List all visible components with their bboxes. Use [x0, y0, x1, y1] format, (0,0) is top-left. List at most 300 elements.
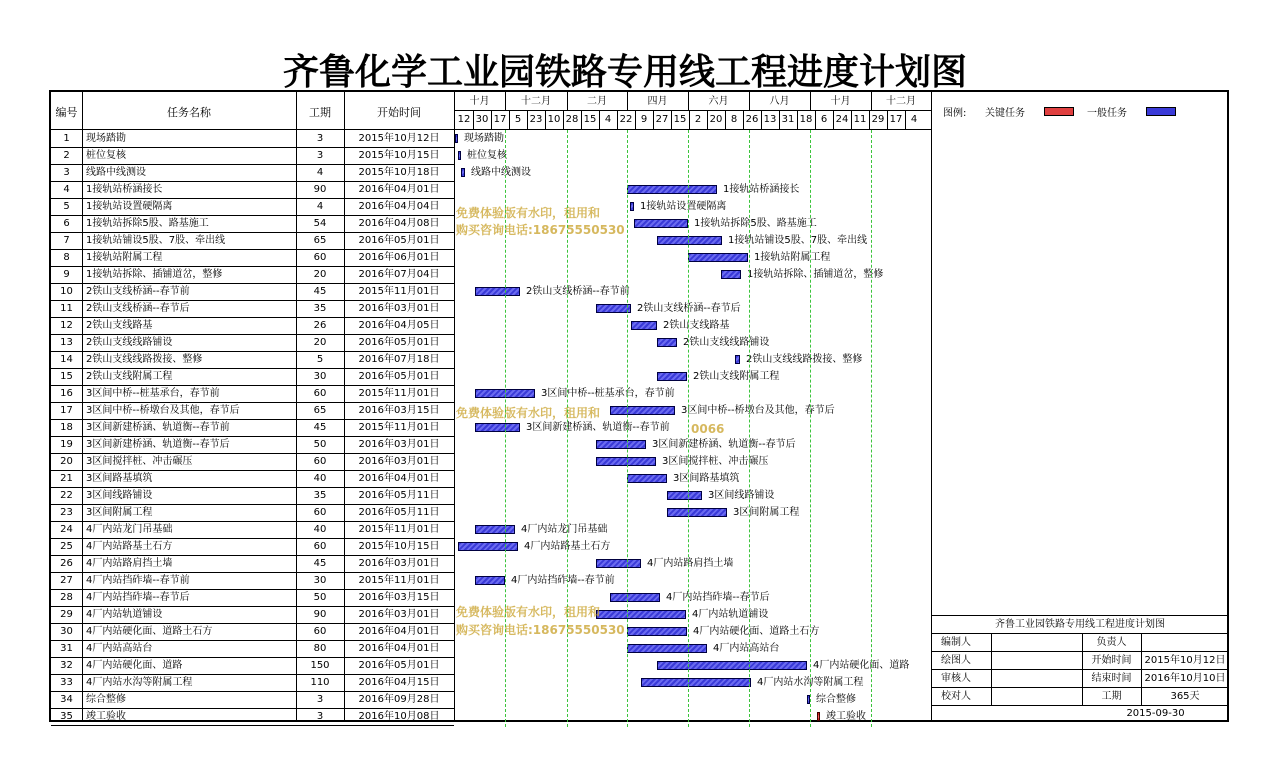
- gantt-bar: [667, 508, 727, 517]
- legend-normal-label: 一般任务: [1087, 108, 1127, 119]
- gantt-bar: [458, 542, 518, 551]
- task-duration: 45: [313, 558, 327, 569]
- legend-critical-swatch: [1044, 107, 1074, 116]
- header-start: 开始时间: [377, 106, 421, 119]
- gantt-bar: [610, 406, 675, 415]
- task-duration: 60: [313, 456, 327, 467]
- task-start: 2016年03月01日: [358, 303, 440, 314]
- task-name: 4厂内站挡砟墙--春节后: [86, 592, 190, 603]
- timeline-month: 六月: [708, 96, 729, 107]
- task-no: 6: [63, 218, 70, 229]
- title-block-title: 齐鲁工业园铁路专用线工程进度计划图: [995, 619, 1165, 630]
- compiler-label: 编制人: [941, 637, 971, 648]
- task-duration: 40: [313, 524, 327, 535]
- task-no: 21: [60, 473, 73, 484]
- task-name: 线路中线测设: [86, 167, 146, 178]
- task-start: 2016年03月01日: [358, 456, 440, 467]
- day-divider: [581, 110, 582, 129]
- gridline: [871, 130, 872, 727]
- timeline-month: 十月: [830, 96, 851, 107]
- task-no: 23: [60, 507, 73, 518]
- timeline-day: 15: [583, 114, 597, 125]
- month-divider: [749, 92, 750, 110]
- timeline-month: 二月: [587, 96, 607, 107]
- task-no: 20: [60, 456, 73, 467]
- gantt-bar-label: 3区间搅拌桩、冲击碾压: [662, 456, 769, 467]
- task-duration: 65: [313, 405, 327, 416]
- task-start: 2016年05月11日: [358, 507, 440, 518]
- gantt-bar: [817, 712, 820, 721]
- month-divider: [627, 92, 628, 110]
- gantt-bar: [475, 525, 515, 534]
- gantt-bar-label: 3区间线路铺设: [708, 490, 775, 501]
- day-divider: [509, 110, 510, 129]
- page-title: 齐鲁化学工业园铁路专用线工程进度计划图: [282, 51, 967, 93]
- task-start: 2016年04月04日: [358, 201, 440, 212]
- gantt-frame: [49, 90, 1229, 722]
- gantt-bar: [596, 304, 631, 313]
- gantt-bar-label: 2铁山支线线路拨接、整修: [746, 354, 863, 365]
- task-start: 2016年05月01日: [358, 235, 440, 246]
- task-no: 28: [60, 592, 73, 603]
- task-duration: 60: [313, 541, 327, 552]
- task-name: 桩位复核: [86, 150, 126, 161]
- legend-title: 图例:: [943, 108, 967, 119]
- task-duration: 3: [316, 150, 324, 161]
- gantt-bar-label: 综合整修: [816, 694, 856, 705]
- gantt-bar: [475, 287, 520, 296]
- day-divider: [545, 110, 546, 129]
- timeline-day: 2: [694, 114, 702, 125]
- task-start: 2016年05月11日: [358, 490, 440, 501]
- gantt-bar-label: 3区间新建桥涵、轨道衡--春节前: [526, 422, 670, 433]
- gridline: [627, 130, 628, 727]
- task-no: 4: [63, 184, 70, 195]
- watermark-line: 0066: [691, 422, 725, 436]
- task-start: 2016年10月08日: [358, 711, 440, 722]
- start-value: 2015年10月12日: [1144, 655, 1226, 666]
- gantt-bar-label: 4厂内站路肩挡土墙: [647, 558, 734, 569]
- watermark-line: 免费体验版有水印，租用和: [456, 206, 601, 220]
- gantt-bar-label: 3区间路基填筑: [673, 473, 740, 484]
- task-duration: 4: [316, 167, 324, 178]
- task-no: 27: [60, 575, 73, 586]
- task-name: 竣工验收: [86, 711, 126, 722]
- task-no: 3: [63, 167, 70, 178]
- task-duration: 30: [313, 371, 327, 382]
- task-name: 1接轨站拆除、插铺道岔，整修: [86, 269, 223, 280]
- task-name: 4厂内站高站台: [86, 643, 153, 654]
- task-start: 2015年11月01日: [358, 422, 440, 433]
- gantt-bar: [627, 644, 707, 653]
- timeline-day: 23: [529, 114, 543, 125]
- day-divider: [653, 110, 654, 129]
- plan-date: 2015-09-30: [1126, 708, 1185, 719]
- task-name: 2铁山支线桥涵--春节前: [86, 286, 190, 297]
- task-duration: 80: [313, 643, 327, 654]
- gantt-bar-label: 4厂内站轨道铺设: [692, 609, 769, 620]
- checker-label: 校对人: [941, 691, 971, 702]
- task-duration: 60: [313, 388, 327, 399]
- end-value: 2016年10月10日: [1144, 673, 1226, 684]
- day-divider: [689, 110, 690, 129]
- day-divider: [833, 110, 834, 129]
- gridline: [688, 130, 689, 727]
- gantt-bar: [455, 134, 458, 143]
- task-start: 2016年04月05日: [358, 320, 440, 331]
- gantt-bar: [475, 423, 520, 432]
- task-name: 2铁山支线线路拨接、整修: [86, 354, 203, 365]
- gantt-bar: [627, 474, 667, 483]
- task-name: 现场踏勘: [86, 133, 126, 144]
- gantt-bar: [721, 270, 741, 279]
- gridline: [749, 130, 750, 727]
- task-duration: 150: [310, 660, 330, 671]
- gantt-bar-label: 2铁山支线路基: [663, 320, 730, 331]
- timeline-day: 15: [673, 114, 687, 125]
- task-start: 2016年03月01日: [358, 609, 440, 620]
- gantt-bar-label: 4厂内站硬化面、道路土石方: [693, 626, 820, 637]
- task-no: 16: [60, 388, 73, 399]
- month-divider: [810, 92, 811, 110]
- task-no: 13: [60, 337, 73, 348]
- task-start: 2016年03月01日: [358, 439, 440, 450]
- header-name: 任务名称: [167, 106, 211, 119]
- timeline-month: 八月: [769, 96, 790, 107]
- task-no: 26: [60, 558, 73, 569]
- duration-label: 工期: [1101, 691, 1122, 702]
- timeline-day: 8: [730, 114, 738, 125]
- task-start: 2015年10月12日: [358, 133, 440, 144]
- month-divider: [688, 92, 689, 110]
- timeline-day: 29: [871, 114, 885, 125]
- gantt-bar: [627, 185, 717, 194]
- task-duration: 3: [316, 711, 324, 722]
- task-duration: 20: [313, 337, 327, 348]
- timeline-day: 5: [514, 114, 522, 125]
- task-name: 3区间新建桥涵、轨道衡--春节前: [86, 422, 230, 433]
- task-duration: 65: [313, 235, 327, 246]
- month-divider: [567, 92, 568, 110]
- task-no: 30: [60, 626, 73, 637]
- task-name: 4厂内站水沟等附属工程: [86, 677, 193, 688]
- day-divider: [491, 110, 492, 129]
- gantt-bar-label: 3区间中桥--桩基承台，春节前: [541, 388, 675, 399]
- task-start: 2015年10月15日: [358, 150, 440, 161]
- task-name: 1接轨站设置硬隔离: [86, 201, 173, 212]
- day-divider: [599, 110, 600, 129]
- task-name: 2铁山支线线路铺设: [86, 337, 173, 348]
- gantt-bar: [475, 576, 505, 585]
- drafter-label: 绘图人: [941, 655, 971, 666]
- timeline-day: 9: [640, 114, 648, 125]
- task-start: 2016年07月18日: [358, 354, 440, 365]
- day-divider: [617, 110, 618, 129]
- timeline-month: 十二月: [521, 96, 551, 107]
- timeline-day: 13: [763, 114, 777, 125]
- gantt-bar-label: 现场踏勘: [464, 133, 504, 144]
- gantt-bar-label: 1接轨站拆除、插铺道岔，整修: [747, 269, 884, 280]
- column-divider: [931, 92, 932, 720]
- column-divider: [82, 92, 83, 720]
- task-no: 8: [63, 252, 70, 263]
- gridline: [505, 130, 506, 727]
- day-divider: [527, 110, 528, 129]
- gantt-bar: [596, 440, 646, 449]
- gantt-bar-label: 4厂内站硬化面、道路: [813, 660, 910, 671]
- timeline-day: 12: [457, 114, 471, 125]
- task-duration: 110: [310, 677, 330, 688]
- day-divider: [707, 110, 708, 129]
- task-no: 15: [60, 371, 73, 382]
- gantt-bar: [610, 593, 660, 602]
- day-divider: [779, 110, 780, 129]
- task-no: 14: [60, 354, 73, 365]
- gantt-bar-label: 1接轨站拆除5股、路基施工: [694, 218, 817, 229]
- task-duration: 90: [313, 609, 327, 620]
- task-name: 3区间路基填筑: [86, 473, 153, 484]
- task-no: 24: [60, 524, 73, 535]
- task-name: 4厂内站挡砟墙--春节前: [86, 575, 190, 586]
- task-no: 22: [60, 490, 73, 501]
- day-divider: [473, 110, 474, 129]
- task-no: 17: [60, 405, 73, 416]
- task-duration: 45: [313, 422, 327, 433]
- task-start: 2015年11月01日: [358, 524, 440, 535]
- task-duration: 30: [313, 575, 327, 586]
- task-no: 9: [63, 269, 70, 280]
- timeline-day: 11: [853, 114, 867, 125]
- task-start: 2015年11月01日: [358, 286, 440, 297]
- timeline-month: 四月: [647, 96, 668, 107]
- task-duration: 54: [313, 218, 327, 229]
- gantt-bar-label: 线路中线测设: [471, 167, 531, 178]
- task-no: 32: [60, 660, 73, 671]
- gantt-bar: [461, 168, 465, 177]
- task-name: 4厂内站轨道铺设: [86, 609, 163, 620]
- task-no: 31: [60, 643, 73, 654]
- day-divider: [725, 110, 726, 129]
- task-start: 2016年04月01日: [358, 643, 440, 654]
- timeline-day: 31: [781, 114, 795, 125]
- task-duration: 50: [313, 439, 327, 450]
- owner-label: 负责人: [1096, 637, 1127, 648]
- task-start: 2016年05月01日: [358, 337, 440, 348]
- gantt-bar-label: 4厂内站挡砟墙--春节前: [511, 575, 615, 586]
- task-name: 1接轨站拆除5股、路基施工: [86, 218, 209, 229]
- task-name: 3区间中桥--桥墩台及其他，春节后: [86, 405, 240, 416]
- timeline-day: 4: [910, 114, 918, 125]
- task-start: 2016年05月01日: [358, 371, 440, 382]
- task-name: 3区间搅拌桩、冲击碾压: [86, 456, 193, 467]
- gantt-bar-label: 4厂内站高站台: [713, 643, 780, 654]
- header-divider: [51, 129, 931, 130]
- gantt-bar: [596, 610, 686, 619]
- reviewer-label: 审核人: [941, 673, 971, 684]
- task-duration: 35: [313, 303, 327, 314]
- gantt-bar: [630, 202, 634, 211]
- task-name: 综合整修: [86, 694, 126, 705]
- row-divider: [51, 725, 454, 726]
- task-start: 2016年03月15日: [358, 405, 440, 416]
- task-start: 2016年05月01日: [358, 660, 440, 671]
- gantt-bar-label: 桩位复核: [467, 150, 507, 161]
- task-no: 25: [60, 541, 73, 552]
- day-divider: [671, 110, 672, 129]
- day-divider: [851, 110, 852, 129]
- task-no: 2: [63, 150, 70, 161]
- gridline: [810, 130, 811, 727]
- gantt-bar-label: 2铁山支线桥涵--春节前: [526, 286, 630, 297]
- timeline-day: 22: [619, 114, 633, 125]
- task-start: 2015年10月18日: [358, 167, 440, 178]
- day-divider: [887, 110, 888, 129]
- column-divider: [454, 92, 455, 720]
- gantt-bar: [627, 627, 687, 636]
- task-no: 10: [60, 286, 73, 297]
- task-name: 3区间新建桥涵、轨道衡--春节后: [86, 439, 230, 450]
- watermark-line: 免费体验版有水印，租用和: [456, 406, 601, 420]
- task-no: 18: [60, 422, 73, 433]
- timeline-day: 26: [745, 114, 759, 125]
- task-no: 11: [60, 303, 73, 314]
- day-divider: [635, 110, 636, 129]
- gantt-bar: [735, 355, 740, 364]
- end-label: 结束时间: [1091, 673, 1132, 684]
- header-no: 编号: [55, 106, 78, 119]
- task-duration: 60: [313, 626, 327, 637]
- task-no: 33: [60, 677, 73, 688]
- gantt-bar: [634, 219, 688, 228]
- task-no: 35: [60, 711, 73, 722]
- task-no: 12: [60, 320, 73, 331]
- month-divider: [871, 92, 872, 110]
- task-start: 2015年11月01日: [358, 575, 440, 586]
- task-duration: 60: [313, 507, 327, 518]
- task-start: 2016年04月15日: [358, 677, 440, 688]
- day-divider: [869, 110, 870, 129]
- task-no: 5: [63, 201, 70, 212]
- task-start: 2015年11月01日: [358, 388, 440, 399]
- watermark-line: 免费体验版有水印，租用和: [456, 605, 601, 619]
- gantt-bar-label: 4厂内站龙门吊基础: [521, 524, 608, 535]
- gantt-bar-label: 4厂内站路基土石方: [524, 541, 611, 552]
- gantt-bar-label: 2铁山支线附属工程: [693, 371, 780, 382]
- timeline-day: 27: [655, 114, 669, 125]
- task-start: 2016年03月01日: [358, 558, 440, 569]
- task-name: 1接轨站桥涵接长: [86, 184, 163, 195]
- gantt-bar-label: 3区间附属工程: [733, 507, 800, 518]
- gantt-bar: [657, 338, 677, 347]
- gantt-bar: [631, 321, 657, 330]
- month-divider: [505, 92, 506, 110]
- timeline-month: 十月: [469, 96, 490, 107]
- legend-critical-label: 关键任务: [985, 108, 1025, 119]
- gantt-bar-label: 4厂内站挡砟墙--春节后: [666, 592, 770, 603]
- day-divider: [743, 110, 744, 129]
- task-duration: 50: [313, 592, 327, 603]
- gantt-bar-label: 竣工验收: [826, 711, 866, 722]
- gantt-bar-label: 1接轨站铺设5股、7股、牵出线: [728, 235, 868, 246]
- timeline-day: 18: [799, 114, 813, 125]
- task-duration: 3: [316, 694, 324, 705]
- gantt-bar-label: 2铁山支线桥涵--春节后: [637, 303, 741, 314]
- task-no: 1: [63, 133, 70, 144]
- task-name: 4厂内站路基土石方: [86, 541, 173, 552]
- task-name: 2铁山支线附属工程: [86, 371, 173, 382]
- task-no: 29: [60, 609, 73, 620]
- watermark-line: 购买咨询电话:18675550530: [456, 223, 625, 237]
- task-duration: 5: [316, 354, 324, 365]
- header-duration: 工期: [309, 106, 331, 119]
- gantt-bar-label: 1接轨站附属工程: [754, 252, 831, 263]
- task-name: 3区间中桥--桩基承台，春节前: [86, 388, 220, 399]
- task-duration: 3: [316, 133, 324, 144]
- timeline-month: 十二月: [886, 96, 916, 107]
- task-name: 3区间附属工程: [86, 507, 153, 518]
- gantt-bar: [641, 678, 751, 687]
- timeline-day: 4: [604, 114, 612, 125]
- task-duration: 60: [313, 252, 327, 263]
- task-name: 4厂内站硬化面、道路土石方: [86, 626, 213, 637]
- task-no: 34: [60, 694, 73, 705]
- timeline-day: 24: [835, 114, 849, 125]
- task-start: 2016年06月01日: [358, 252, 440, 263]
- task-start: 2015年10月15日: [358, 541, 440, 552]
- gantt-bar-label: 1接轨站桥涵接长: [723, 184, 800, 195]
- task-start: 2016年04月01日: [358, 626, 440, 637]
- task-start: 2016年04月01日: [358, 473, 440, 484]
- gantt-bar-label: 4厂内站水沟等附属工程: [757, 677, 864, 688]
- day-divider: [815, 110, 816, 129]
- gantt-bar: [688, 253, 748, 262]
- task-name: 2铁山支线路基: [86, 320, 153, 331]
- gantt-bar-label: 3区间中桥--桥墩台及其他，春节后: [681, 405, 835, 416]
- timeline-day: 30: [475, 114, 489, 125]
- timeline-day: 10: [547, 114, 561, 125]
- task-duration: 40: [313, 473, 327, 484]
- gantt-bar-label: 2铁山支线线路铺设: [683, 337, 770, 348]
- gantt-bar-label: 1接轨站设置硬隔离: [640, 201, 727, 212]
- day-divider: [797, 110, 798, 129]
- gantt-bar: [657, 661, 807, 670]
- gantt-bar: [667, 491, 702, 500]
- timeline-day: 17: [493, 114, 507, 125]
- gantt-bar-label: 3区间新建桥涵、轨道衡--春节后: [652, 439, 796, 450]
- task-duration: 35: [313, 490, 327, 501]
- task-name: 3区间线路铺设: [86, 490, 153, 501]
- task-start: 2016年09月28日: [358, 694, 440, 705]
- timeline-day: 20: [709, 114, 723, 125]
- task-duration: 4: [316, 201, 324, 212]
- timeline-day: 28: [565, 114, 579, 125]
- task-no: 7: [63, 235, 70, 246]
- task-name: 1接轨站附属工程: [86, 252, 163, 263]
- timeline-day: 6: [820, 114, 828, 125]
- task-duration: 45: [313, 286, 327, 297]
- day-divider: [905, 110, 906, 129]
- day-divider: [761, 110, 762, 129]
- gantt-bar: [596, 559, 641, 568]
- watermark-line: 购买咨询电话:18675550530: [456, 623, 625, 637]
- duration-value: 365天: [1170, 691, 1200, 702]
- task-duration: 20: [313, 269, 327, 280]
- task-name: 4厂内站龙门吊基础: [86, 524, 173, 535]
- task-name: 4厂内站硬化面、道路: [86, 660, 183, 671]
- timeline-day: 17: [889, 114, 903, 125]
- day-divider: [563, 110, 564, 129]
- gantt-bar: [657, 236, 722, 245]
